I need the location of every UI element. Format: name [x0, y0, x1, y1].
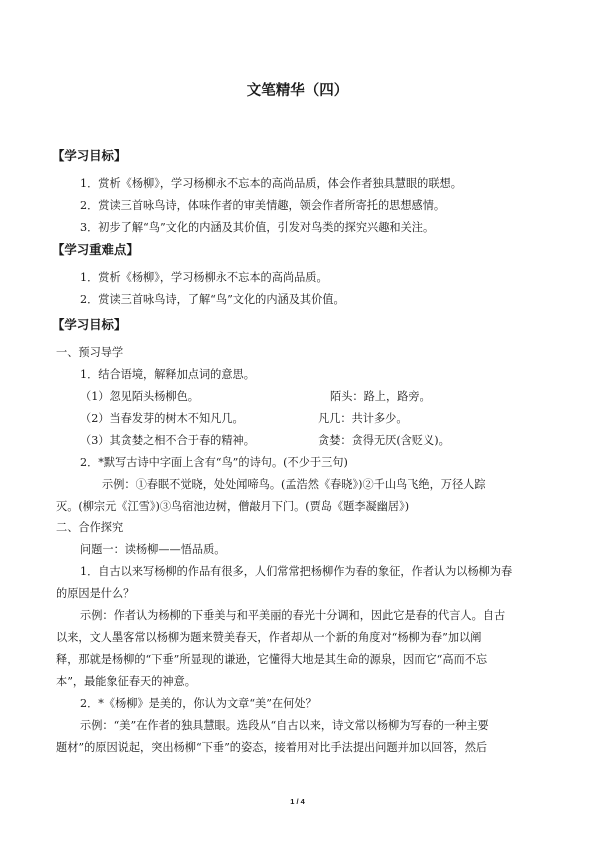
section-heading-process: 【学习目标】 [52, 317, 127, 332]
explore-question-1-line-1: 1．自古以来写杨柳的作品有很多，人们常常把杨柳作为春的象征，作者认为以杨柳为春 [80, 565, 513, 578]
vocab-answer-2: 凡几：共计多少。 [318, 412, 408, 425]
vocab-item-2: （2）当春发芽的树木不知凡几。 [80, 412, 244, 425]
goal-item-2: 2．赏读三首咏鸟诗，体味作者的审美情趣，领会作者所寄托的思想感情。 [80, 199, 446, 212]
preview-question-2: 2．*默写古诗中字面上含有“鸟”的诗句。(不少于三句) [80, 456, 348, 469]
explore-question-1-line-2: 的原因是什么？ [56, 587, 135, 600]
problem-1-heading: 问题一：读杨柳——悟品质。 [80, 543, 226, 556]
preview-question-1: 1．结合语境，解释加点词的意思。 [80, 368, 255, 381]
goal-item-3: 3．初步了解“鸟”文化的内涵及其价值，引发对鸟类的探究兴趣和关注。 [80, 221, 435, 234]
section-heading-key-points: 【学习重难点】 [52, 242, 139, 257]
part1-label: 一、预习导学 [56, 346, 124, 359]
vocab-answer-3: 贪婪：贪得无厌(含贬义)。 [318, 434, 450, 447]
page-number: 1 / 4 [290, 797, 305, 806]
vocab-item-3: （3）其贪婪之相不合于春的精神。 [80, 434, 255, 447]
section-heading-goals: 【学习目标】 [52, 148, 127, 163]
goal-item-1: 1．赏析《杨柳》，学习杨柳永不忘本的高尚品质，体会作者独具慧眼的联想。 [80, 177, 462, 190]
page-title: 文笔精华（四） [246, 83, 349, 99]
answer-1-line-3: 释，那就是杨柳的“下垂”所显现的谦逊，它懂得大地是其生命的源泉，因而它“高而不忘 [56, 653, 488, 666]
answer-2-line-1: 示例：“美”在作者的独具慧眼。选段从“自古以来，诗文常以杨柳为写春的一种主要 [80, 719, 489, 732]
key-point-item-2: 2．赏读三首咏鸟诗，了解“鸟”文化的内涵及其价值。 [80, 293, 345, 306]
answer-1-line-1: 示例：作者认为杨柳的下垂美与和平美丽的春光十分调和，因此它是春的代言人。自古 [80, 609, 506, 622]
vocab-item-1: （1）忽见陌头杨柳色。 [80, 390, 199, 403]
key-point-item-1: 1．赏析《杨柳》，学习杨柳永不忘本的高尚品质。 [80, 271, 328, 284]
answer-1-line-2: 以来，文人墨客常以杨柳为题来赞美春天，作者却从一个新的角度对“杨柳为春”加以阐 [56, 631, 482, 644]
vocab-answer-1: 陌头：路上，路旁。 [330, 390, 431, 403]
answer-1-line-4: 本”，最能象征春天的神意。 [56, 675, 196, 688]
q2-example-line-1: 示例：①春眠不觉晓，处处闻啼鸟。(孟浩然《春晓》)②千山鸟飞绝，万径人踪 [102, 478, 486, 491]
q2-example-line-2: 灭。(柳宗元《江雪》)③鸟宿池边树，僧敲月下门。(贾岛《题李凝幽居》) [56, 500, 410, 513]
part2-label: 二、合作探究 [56, 521, 124, 534]
answer-2-line-2: 题材”的原因说起，突出杨柳“下垂”的姿态，接着用对比手法提出问题并加以回答，然后 [56, 741, 488, 754]
explore-question-2: 2．*《杨柳》是美的，你认为文章“美”在何处？ [80, 697, 317, 710]
